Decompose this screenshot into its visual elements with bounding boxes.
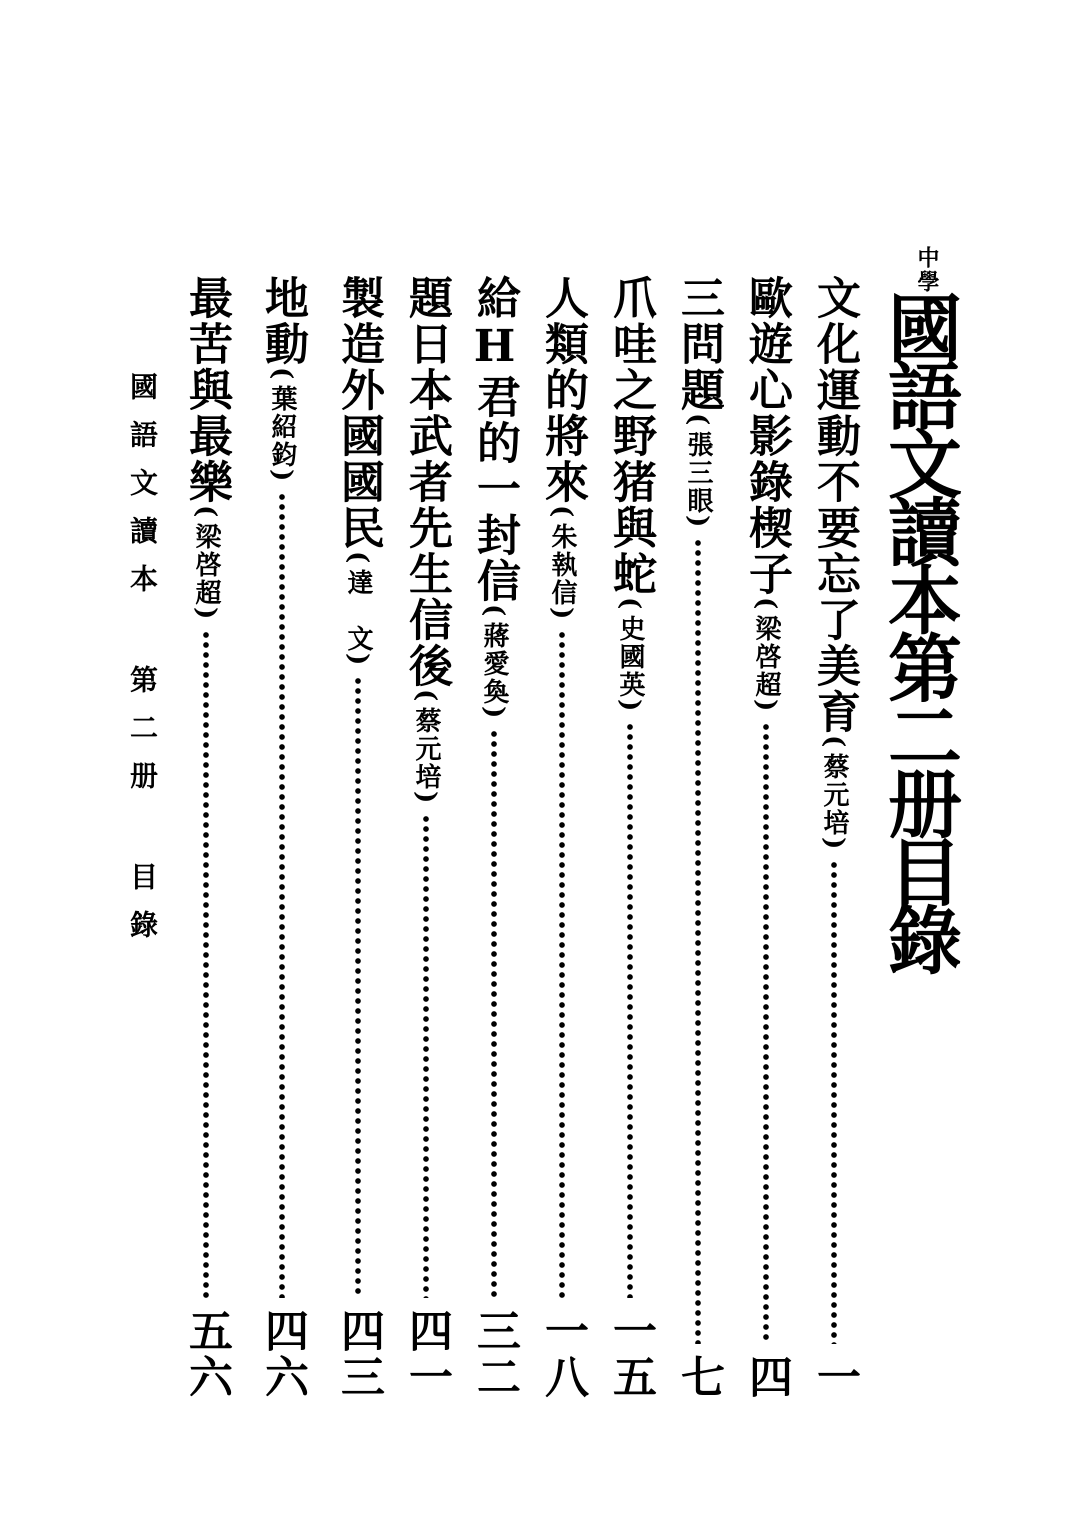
leader-dots [203,630,209,1298]
leader-dots [695,538,701,1344]
toc-entry[interactable] [400,275,452,1400]
paren-open: ( [683,413,713,426]
toc-title: 爪哇之野猪與蛇 [605,275,656,597]
paren-close: ) [615,699,645,712]
toc-entry[interactable] [604,275,656,1400]
paren-open: ( [751,597,781,610]
paren-open: ( [615,597,645,610]
toc-page: 四 [741,1354,792,1400]
toc-page: 一五 [605,1308,656,1400]
toc-page: 七 [673,1354,724,1400]
toc-title: 三問題 [673,275,724,413]
toc-author: 史國英 [615,615,645,700]
toc-entry[interactable] [468,275,520,1400]
toc-title: 最苦與最樂 [181,275,232,505]
toc-author: 達 文 [343,569,373,654]
leader-dots [423,814,429,1298]
page-footer: 國語文讀本 第二册 目錄 [126,372,159,958]
paren-close: ) [479,706,509,719]
toc-author: 朱執信 [547,523,577,608]
leader-dots [559,630,565,1298]
leader-dots [627,722,633,1298]
toc-title: 人類的將來 [537,275,588,505]
leader-dots [355,676,361,1298]
paren-close: ) [343,653,373,666]
toc-author: 張三眼 [683,431,713,516]
toc-page: 四六 [257,1308,308,1400]
school-label: 中學 [914,246,940,294]
toc-author: 梁啓超 [751,615,781,700]
toc-page: 四三 [333,1308,384,1400]
paren-close: ) [267,469,297,482]
toc-page: 一八 [537,1308,588,1400]
toc-title: 文化運動不要忘了美育 [809,275,860,735]
paren-close: ) [411,791,441,804]
toc-title: 題日本武者先生信後 [401,275,452,689]
paren-open: ( [267,367,297,380]
leader-dots [279,492,285,1298]
toc-title: 製造外國國民 [333,275,384,551]
paren-open: ( [479,604,509,617]
toc-page: 一 [809,1354,860,1400]
toc-entry[interactable] [808,275,860,1400]
toc-page: 五六 [181,1308,232,1400]
paren-open: ( [411,689,441,702]
paren-open: ( [191,505,221,518]
toc-author: 梁啓超 [191,523,221,608]
toc-author: 蔡元培 [819,753,849,838]
paren-close: ) [683,515,713,528]
toc-title: 給H君的一封信 [469,275,520,604]
paren-open: ( [343,551,373,564]
paren-close: ) [547,607,577,620]
paren-close: ) [751,699,781,712]
leader-dots [831,860,837,1344]
toc-entry[interactable] [180,275,232,1400]
toc-title: 地動 [257,275,308,367]
paren-open: ( [819,735,849,748]
toc-entry[interactable] [332,275,384,1400]
paren-open: ( [547,505,577,518]
paren-close: ) [819,837,849,850]
toc-title: 歐遊心影錄楔子 [741,275,792,597]
page-title: 國語文讀本第二册目錄 [876,290,962,970]
toc-entry[interactable] [740,275,792,1400]
paren-close: ) [191,607,221,620]
toc-page: 四一 [401,1308,452,1400]
leader-dots [491,729,497,1298]
toc-page: 三二 [469,1308,520,1400]
toc-entry[interactable] [256,275,308,1400]
toc-author: 蔣愛奐 [479,622,509,707]
toc-entry[interactable] [536,275,588,1400]
toc-entry[interactable] [672,275,724,1400]
toc-author: 葉紹鈞 [267,385,297,470]
leader-dots [763,722,769,1344]
toc-author: 蔡元培 [411,707,441,792]
